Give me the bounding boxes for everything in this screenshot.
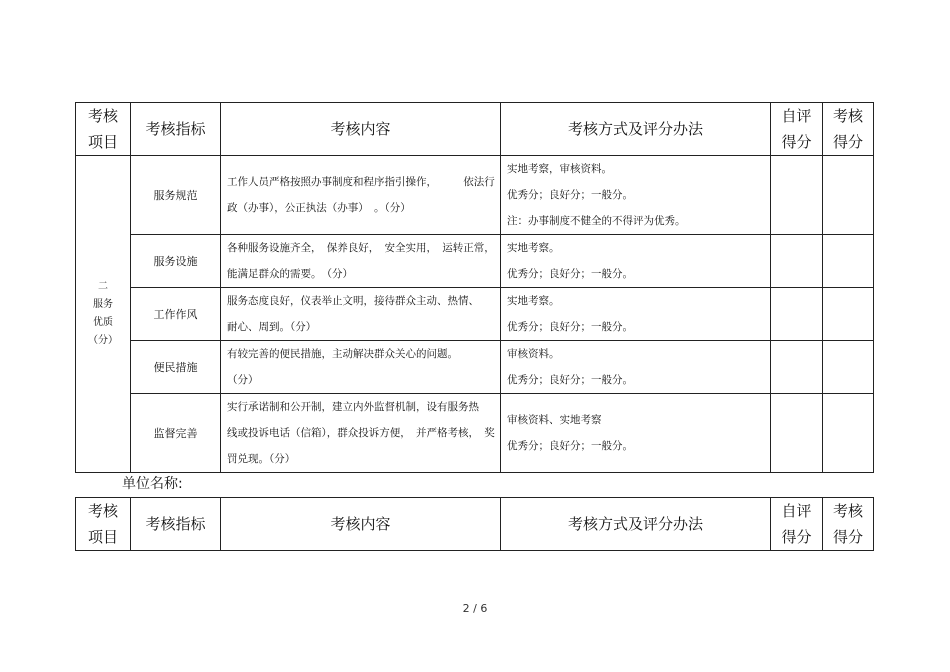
category-cell: 二 服务 优质 （分） [76,156,131,473]
content-cell: 服务态度良好，仪表举止文明，接待群众主动、热情、 耐心、周到。（分） [221,288,501,341]
header-method: 考核方式及评分办法 [501,103,771,156]
table-header-row [76,103,874,156]
method-cell: 审核资料。 优秀分；良好分；一般分。 [501,341,771,394]
header-item: 考核 项目 [76,498,131,551]
table-header-row [76,498,874,551]
table-row [76,341,874,394]
header-indicator: 考核指标 [131,498,221,551]
header-content: 考核内容 [221,103,501,156]
header-self-score: 自评 得分 [771,103,823,156]
assess-score-cell[interactable] [823,341,874,394]
header-method: 考核方式及评分办法 [501,498,771,551]
table-row [76,288,874,341]
self-score-cell[interactable] [771,394,823,473]
page-number: 2 / 6 [462,602,488,615]
method-cell: 审核资料、实地考察 优秀分；良好分；一般分。 [501,394,771,473]
header-assess-score: 考核 得分 [823,103,874,156]
assess-score-cell[interactable] [823,235,874,288]
content-cell: 有较完善的便民措施，主动解决群众关心的问题。 （分） [221,341,501,394]
assess-score-cell[interactable] [823,288,874,341]
self-score-cell[interactable] [771,156,823,235]
method-cell: 实地考察，审核资料。 优秀分；良好分；一般分。 注：办事制度不健全的不得评为优秀。 [501,156,771,235]
self-score-cell[interactable] [771,341,823,394]
indicator-cell: 服务设施 [131,235,221,288]
indicator-cell: 便民措施 [131,341,221,394]
unit-name-label: 单位名称: [122,476,183,492]
header-self-score: 自评 得分 [771,498,823,551]
indicator-cell: 监督完善 [131,394,221,473]
table-row [76,156,874,235]
assess-score-cell[interactable] [823,394,874,473]
table-row [76,235,874,288]
content-cell: 各种服务设施齐全， 保养良好， 安全实用， 运转正常， 能满足群众的需要。 （分） [221,235,501,288]
table-row [76,394,874,473]
method-cell: 实地考察。 优秀分；良好分；一般分。 [501,235,771,288]
content-cell: 工作人员严格按照办事制度和程序指引操作， 依法行 政（办事），公正执法（办事） 。（分） [221,156,501,235]
header-assess-score: 考核 得分 [823,498,874,551]
assess-score-cell[interactable] [823,156,874,235]
header-indicator: 考核指标 [131,103,221,156]
header-content: 考核内容 [221,498,501,551]
assessment-table [75,102,874,473]
header-item: 考核 项目 [76,103,131,156]
indicator-cell: 工作作风 [131,288,221,341]
method-cell: 实地考察。 优秀分；良好分；一般分。 [501,288,771,341]
self-score-cell[interactable] [771,288,823,341]
content-cell: 实行承诺制和公开制，建立内外监督机制，设有服务热 线或投诉电话（信箱），群众投诉方便， 并严格考核， 奖 罚兑现。（分） [221,394,501,473]
self-score-cell[interactable] [771,235,823,288]
assessment-table-continued [75,497,874,551]
indicator-cell: 服务规范 [131,156,221,235]
